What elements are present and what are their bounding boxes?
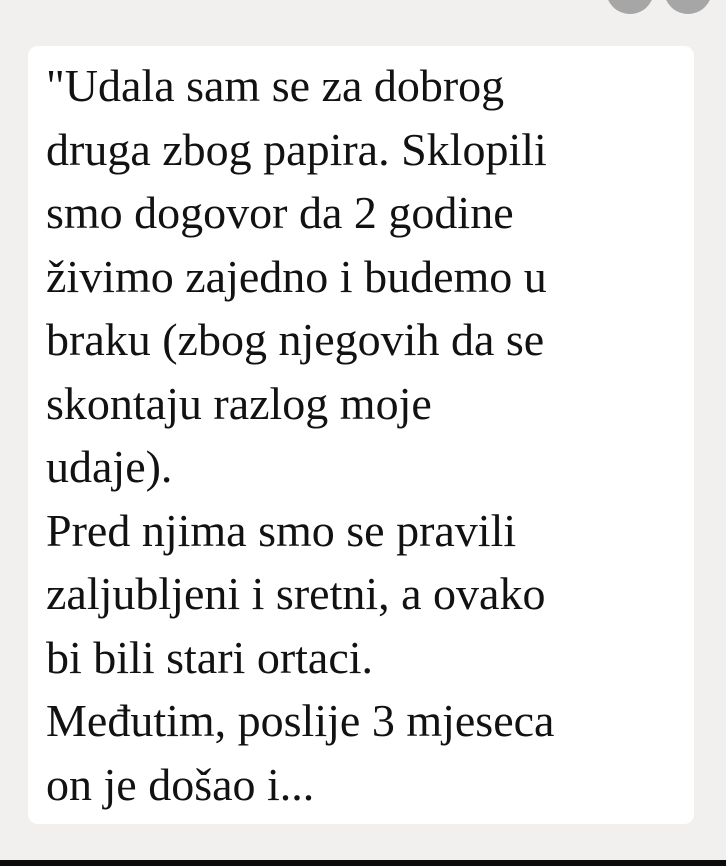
text-line: smo dogovor da 2 godine: [46, 187, 514, 238]
text-line: udaje).: [46, 441, 173, 492]
bottom-bar: [0, 860, 726, 866]
partial-circle-icon: [606, 0, 654, 14]
text-line: Međutim, poslije 3 mjeseca: [46, 695, 555, 746]
text-card: [28, 46, 694, 824]
text-line: druga zbog papira. Sklopili: [46, 123, 547, 175]
partial-circle-icon: [664, 0, 712, 14]
text-line: braku (zbog njegovih da se: [46, 314, 545, 365]
text-line: "Udala sam se za dobrog: [46, 60, 505, 111]
text-line: skontaju razlog moje: [46, 377, 432, 429]
text-line: živimo zajedno i budemo u: [46, 250, 547, 302]
text-line: zaljubljeni i sretni, a ovako: [46, 568, 546, 619]
post-text: [46, 54, 554, 816]
text-line: on je došao i...: [46, 758, 315, 810]
text-line: Pred njima smo se pravili: [46, 504, 517, 556]
text-line: bi bili stari ortaci.: [46, 631, 374, 683]
